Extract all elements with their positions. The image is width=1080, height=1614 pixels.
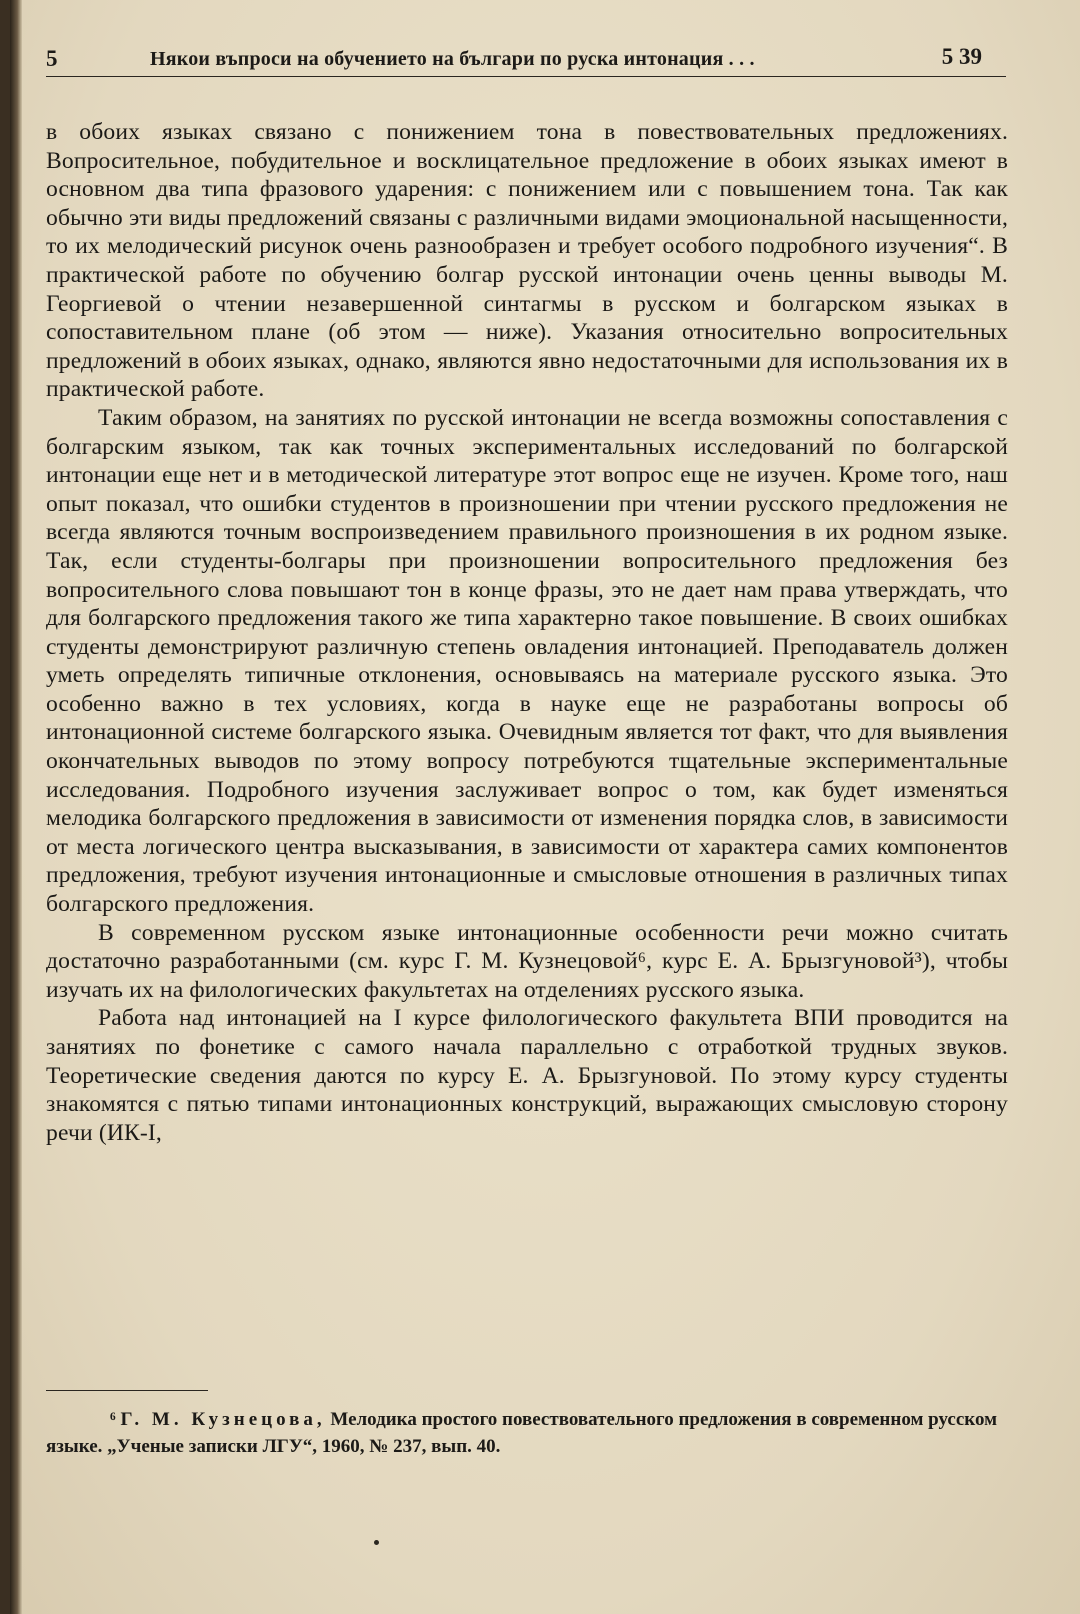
footnote-text: Мелодика простого повествовательного предложения в современном русском языке. „Ученые записки ЛГУ“, 1960, № 237, вып. 40.: [46, 1409, 998, 1457]
running-head-title: Някои въпроси на обучението на българи по руска интонация . . .: [150, 48, 755, 70]
footnote: [46, 1406, 1008, 1460]
footnote-author: Г. М. Кузнецова,: [120, 1409, 326, 1430]
paragraph-continued: в обоих языках связано с понижением тона в повествовательных предложениях. Вопросительное, побудительное и восклицательное предложение в обоих языках имеют в основном два типа фразового ударения: с понижением или с повышением тона. Так как обычно эти виды предложений связаны с различными видами эмоциональной насыщенности, то их мелодический рисунок очень разнообразен и требует особого подробного изучения“. В практической работе по обучению болгар русской интонации очень ценны выводы М. Георгиевой о чтении незавершенной синтагмы в русском и болгарском языках в сопоставительном плане (об этом — ниже). Указания относительно вопросительных предложений в обоих языках, однако, являются явно недостаточными для использования их в практической работе.: [46, 119, 1008, 403]
running-head: [46, 44, 1006, 77]
page-spine-shadow: [10, 0, 22, 1614]
book-page: [10, 0, 1080, 1614]
paragraph: Работа над интонацией на I курсе филологического факультета ВПИ проводится на занятиях по фонетике с самого начала параллельно с отработкой трудных звуков. Теоретические сведения даются по курсу Е. А. Брызгуновой. По этому курсу студенты знакомятся с пятью типами интонационных конструкций, выражающих смысловую сторону речи (ИК-I,: [46, 1005, 1008, 1146]
ink-speck: [374, 1540, 379, 1545]
page-number: 5 39: [941, 44, 982, 69]
paragraph: Таким образом, на занятиях по русской интонации не всегда возможны сопоставления с болгарским языком, так как точных экспериментальных исследований по болгарской интонации еще нет и в методической литературе этот вопрос еще не изучен. Кроме того, наш опыт показал, что ошибки студентов в произношении при чтении русского предложения не всегда являются точным воспроизведением правильного произношения в их родном языке. Так, если студенты-болгары при произношении вопросительного предложения без вопросительного слова повышают тон в конце фразы, это не дает нам права утверждать, что для болгарского предложения такого же типа характерно такое повышение. В своих ошибках студенты демонстрируют различную степень овладения интонацией. Преподаватель должен уметь определять типичные отклонения, основываясь на материале русского языка. Это особенно важно в тех условиях, когда в науке еще не разработаны вопросы об интонационной системе болгарского языка. Очевидным является тот факт, что для выявления окончательных выводов по этому вопросу потребуются тщательные экспериментальные исследования. Подробного изучения заслуживает вопрос о том, как будет изменяться мелодика болгарского предложения в зависимости от изменения порядка слов, в зависимости от места логического центра высказывания, в зависимости от характера самих компонентов предложения, требуют изучения интонационные и смысловые отношения в различных типах болгарского предложения.: [46, 404, 1008, 918]
footnote-marker: ⁶: [110, 1409, 116, 1430]
footnote-divider: [46, 1390, 208, 1391]
section-number: 5: [46, 46, 58, 71]
main-text: [46, 118, 1008, 1147]
paragraph: В современном русском языке интонационные особенности речи можно считать достаточно разработанными (см. курс Г. М. Кузнецовой⁶, курс Е. А. Брызгуновой³), чтобы изучать их на филологических факультетах на отделениях русского языка.: [46, 919, 1008, 1003]
